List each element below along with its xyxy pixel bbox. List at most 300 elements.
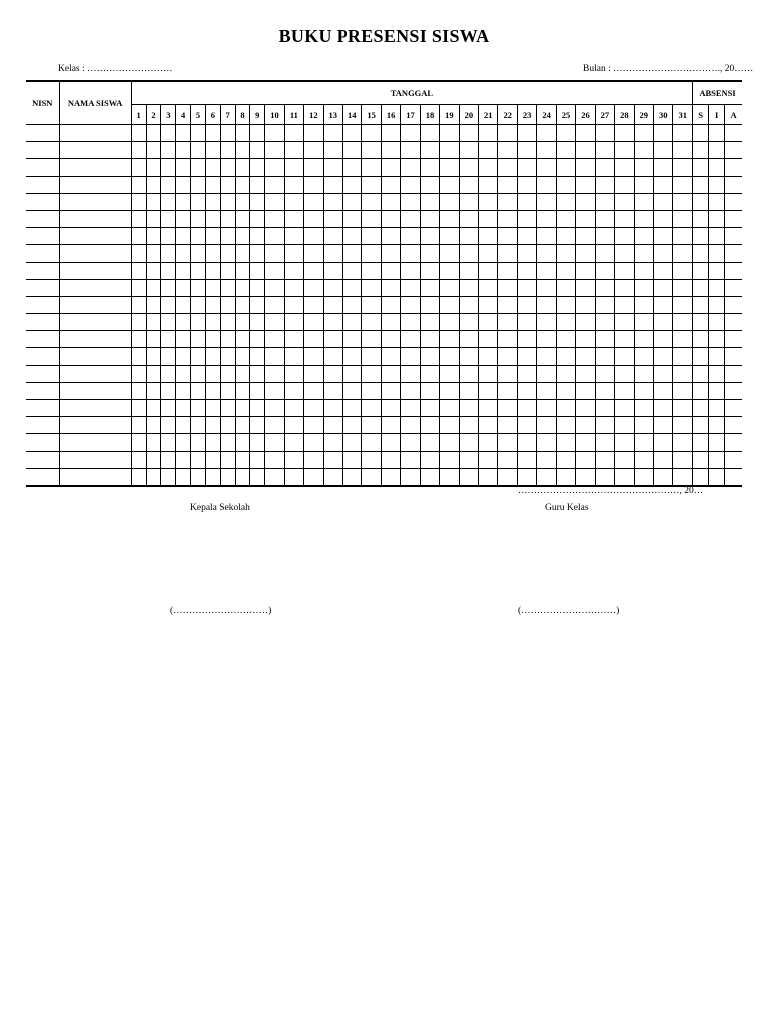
bulan-field: Bulan : ……………………………., 20…… (583, 64, 754, 74)
attendance-cell (191, 245, 206, 262)
table-row (26, 142, 742, 159)
attendance-cell (615, 400, 634, 417)
attendance-cell (479, 296, 498, 313)
attendance-cell (323, 159, 342, 176)
nisn-cell (26, 210, 59, 227)
attendance-cell (673, 314, 693, 331)
attendance-cell (191, 451, 206, 468)
attendance-cell (556, 451, 575, 468)
attendance-cell (146, 142, 161, 159)
attendance-cell (653, 159, 672, 176)
attendance-cell (693, 314, 709, 331)
attendance-cell (191, 125, 206, 142)
attendance-cell (176, 451, 191, 468)
attendance-cell (304, 417, 323, 434)
attendance-cell (615, 125, 634, 142)
attendance-cell (235, 210, 250, 227)
attendance-cell (284, 331, 303, 348)
attendance-cell (176, 125, 191, 142)
attendance-cell (362, 245, 381, 262)
attendance-cell (284, 245, 303, 262)
nisn-cell (26, 400, 59, 417)
attendance-cell (401, 331, 420, 348)
kepala-sekolah-label: Kepala Sekolah (190, 503, 250, 513)
attendance-cell (576, 125, 595, 142)
attendance-cell (556, 348, 575, 365)
attendance-cell (725, 365, 742, 382)
attendance-cell (556, 176, 575, 193)
attendance-cell (517, 382, 536, 399)
nisn-cell (26, 142, 59, 159)
attendance-cell (323, 348, 342, 365)
attendance-cell (615, 245, 634, 262)
attendance-cell (191, 314, 206, 331)
attendance-cell (556, 245, 575, 262)
attendance-cell (498, 451, 517, 468)
attendance-cell (595, 382, 614, 399)
attendance-cell (146, 314, 161, 331)
attendance-cell (265, 451, 284, 468)
date-header-21: 21 (479, 105, 498, 125)
table-row (26, 279, 742, 296)
attendance-cell (342, 417, 361, 434)
attendance-cell (235, 451, 250, 468)
attendance-cell (131, 468, 146, 486)
attendance-cell (517, 279, 536, 296)
attendance-cell (673, 331, 693, 348)
attendance-cell (576, 314, 595, 331)
attendance-cell (304, 125, 323, 142)
attendance-cell (176, 314, 191, 331)
attendance-cell (725, 262, 742, 279)
nama-siswa-header: NAMA SISWA (59, 81, 131, 125)
attendance-cell (440, 159, 459, 176)
attendance-cell (653, 176, 672, 193)
attendance-cell (634, 125, 653, 142)
attendance-cell (440, 210, 459, 227)
attendance-cell (284, 193, 303, 210)
attendance-cell (653, 228, 672, 245)
attendance-cell (725, 314, 742, 331)
nama-cell (59, 125, 131, 142)
nisn-cell (26, 434, 59, 451)
attendance-cell (265, 468, 284, 486)
attendance-cell (265, 365, 284, 382)
attendance-cell (693, 159, 709, 176)
attendance-body (26, 125, 742, 486)
attendance-cell (537, 228, 556, 245)
attendance-cell (342, 400, 361, 417)
attendance-cell (634, 314, 653, 331)
attendance-cell (440, 400, 459, 417)
attendance-cell (517, 159, 536, 176)
attendance-cell (709, 331, 725, 348)
attendance-cell (401, 348, 420, 365)
attendance-cell (401, 245, 420, 262)
attendance-cell (323, 125, 342, 142)
attendance-cell (420, 382, 439, 399)
attendance-cell (381, 176, 400, 193)
attendance-cell (498, 159, 517, 176)
attendance-cell (161, 365, 176, 382)
attendance-cell (401, 125, 420, 142)
attendance-cell (440, 314, 459, 331)
attendance-cell (595, 176, 614, 193)
attendance-cell (342, 434, 361, 451)
attendance-cell (146, 245, 161, 262)
attendance-cell (634, 210, 653, 227)
nisn-cell (26, 262, 59, 279)
date-header-27: 27 (595, 105, 614, 125)
attendance-cell (615, 210, 634, 227)
date-header-23: 23 (517, 105, 536, 125)
attendance-cell (479, 417, 498, 434)
table-row (26, 262, 742, 279)
attendance-cell (304, 262, 323, 279)
attendance-cell (323, 210, 342, 227)
attendance-cell (235, 125, 250, 142)
attendance-cell (517, 245, 536, 262)
attendance-cell (323, 262, 342, 279)
attendance-cell (653, 193, 672, 210)
nisn-cell (26, 382, 59, 399)
attendance-cell (576, 210, 595, 227)
attendance-cell (146, 468, 161, 486)
attendance-cell (235, 400, 250, 417)
attendance-cell (205, 279, 220, 296)
attendance-cell (362, 434, 381, 451)
attendance-cell (498, 210, 517, 227)
attendance-cell (176, 142, 191, 159)
guru-kelas-label: Guru Kelas (545, 503, 589, 513)
attendance-cell (235, 365, 250, 382)
attendance-cell (265, 331, 284, 348)
date-header-10: 10 (265, 105, 284, 125)
attendance-cell (161, 210, 176, 227)
attendance-cell (191, 348, 206, 365)
attendance-cell (235, 348, 250, 365)
attendance-cell (362, 348, 381, 365)
attendance-cell (146, 228, 161, 245)
place-date-line: ……………………………………………, 20… (518, 486, 704, 496)
attendance-cell (304, 210, 323, 227)
attendance-cell (576, 193, 595, 210)
attendance-cell (176, 434, 191, 451)
attendance-cell (693, 142, 709, 159)
attendance-cell (381, 348, 400, 365)
date-header-28: 28 (615, 105, 634, 125)
nama-cell (59, 159, 131, 176)
attendance-cell (576, 451, 595, 468)
attendance-cell (401, 193, 420, 210)
nama-cell (59, 142, 131, 159)
attendance-cell (191, 382, 206, 399)
attendance-cell (304, 382, 323, 399)
nisn-cell (26, 176, 59, 193)
attendance-cell (323, 279, 342, 296)
attendance-cell (146, 451, 161, 468)
attendance-cell (653, 125, 672, 142)
attendance-cell (265, 296, 284, 313)
attendance-cell (517, 142, 536, 159)
nama-cell (59, 279, 131, 296)
attendance-cell (653, 400, 672, 417)
attendance-cell (673, 228, 693, 245)
attendance-cell (673, 365, 693, 382)
attendance-cell (673, 279, 693, 296)
attendance-cell (362, 279, 381, 296)
attendance-cell (725, 451, 742, 468)
attendance-cell (709, 228, 725, 245)
attendance-cell (498, 228, 517, 245)
attendance-cell (725, 434, 742, 451)
attendance-cell (709, 468, 725, 486)
attendance-cell (634, 348, 653, 365)
attendance-cell (191, 468, 206, 486)
attendance-cell (304, 176, 323, 193)
nisn-cell (26, 296, 59, 313)
attendance-cell (498, 382, 517, 399)
nisn-cell (26, 468, 59, 486)
attendance-cell (479, 451, 498, 468)
nisn-cell (26, 279, 59, 296)
attendance-cell (131, 245, 146, 262)
attendance-cell (673, 245, 693, 262)
attendance-cell (459, 468, 478, 486)
attendance-cell (725, 142, 742, 159)
attendance-cell (265, 142, 284, 159)
attendance-cell (709, 314, 725, 331)
attendance-cell (615, 382, 634, 399)
absensi-header: ABSENSI (693, 81, 742, 105)
attendance-cell (146, 176, 161, 193)
attendance-cell (653, 210, 672, 227)
attendance-cell (498, 296, 517, 313)
attendance-cell (440, 228, 459, 245)
table-row (26, 193, 742, 210)
attendance-cell (420, 331, 439, 348)
attendance-cell (615, 417, 634, 434)
attendance-cell (304, 228, 323, 245)
attendance-cell (220, 142, 235, 159)
attendance-cell (693, 365, 709, 382)
attendance-cell (537, 382, 556, 399)
attendance-cell (725, 279, 742, 296)
attendance-cell (537, 314, 556, 331)
attendance-cell (250, 279, 265, 296)
attendance-cell (304, 193, 323, 210)
attendance-cell (653, 262, 672, 279)
nama-cell (59, 193, 131, 210)
attendance-cell (479, 159, 498, 176)
attendance-cell (693, 279, 709, 296)
attendance-cell (205, 228, 220, 245)
attendance-cell (595, 279, 614, 296)
attendance-cell (250, 434, 265, 451)
attendance-cell (191, 279, 206, 296)
attendance-cell (420, 228, 439, 245)
attendance-cell (146, 382, 161, 399)
kepala-signature-line: (…………………………) (170, 606, 272, 616)
attendance-cell (693, 468, 709, 486)
attendance-cell (176, 262, 191, 279)
attendance-cell (284, 210, 303, 227)
attendance-cell (176, 400, 191, 417)
attendance-cell (205, 382, 220, 399)
attendance-cell (401, 159, 420, 176)
attendance-cell (176, 228, 191, 245)
attendance-cell (146, 400, 161, 417)
attendance-cell (479, 210, 498, 227)
attendance-cell (693, 262, 709, 279)
attendance-cell (401, 434, 420, 451)
attendance-cell (709, 125, 725, 142)
attendance-cell (146, 296, 161, 313)
attendance-cell (653, 468, 672, 486)
attendance-cell (131, 434, 146, 451)
date-header-26: 26 (576, 105, 595, 125)
attendance-cell (634, 262, 653, 279)
attendance-cell (362, 228, 381, 245)
attendance-cell (576, 228, 595, 245)
attendance-cell (576, 382, 595, 399)
attendance-cell (653, 279, 672, 296)
attendance-cell (342, 348, 361, 365)
attendance-cell (576, 142, 595, 159)
attendance-cell (381, 125, 400, 142)
attendance-cell (634, 159, 653, 176)
attendance-cell (284, 314, 303, 331)
attendance-cell (420, 296, 439, 313)
attendance-cell (595, 125, 614, 142)
attendance-cell (517, 176, 536, 193)
attendance-cell (191, 210, 206, 227)
nisn-cell (26, 314, 59, 331)
attendance-cell (381, 142, 400, 159)
attendance-cell (250, 314, 265, 331)
attendance-cell (479, 176, 498, 193)
date-header-13: 13 (323, 105, 342, 125)
attendance-cell (653, 417, 672, 434)
attendance-cell (673, 468, 693, 486)
attendance-cell (191, 296, 206, 313)
attendance-cell (537, 451, 556, 468)
date-header-1: 1 (131, 105, 146, 125)
nama-cell (59, 417, 131, 434)
attendance-cell (517, 468, 536, 486)
date-header-8: 8 (235, 105, 250, 125)
date-header-18: 18 (420, 105, 439, 125)
attendance-cell (709, 382, 725, 399)
table-row (26, 382, 742, 399)
attendance-cell (191, 331, 206, 348)
attendance-cell (440, 193, 459, 210)
attendance-cell (420, 262, 439, 279)
attendance-cell (381, 228, 400, 245)
attendance-cell (131, 348, 146, 365)
attendance-cell (250, 331, 265, 348)
attendance-cell (440, 468, 459, 486)
attendance-cell (191, 193, 206, 210)
attendance-cell (250, 228, 265, 245)
attendance-cell (342, 331, 361, 348)
attendance-cell (709, 451, 725, 468)
date-header-11: 11 (284, 105, 303, 125)
attendance-cell (250, 159, 265, 176)
attendance-cell (191, 434, 206, 451)
attendance-cell (191, 142, 206, 159)
attendance-cell (131, 142, 146, 159)
attendance-cell (362, 193, 381, 210)
attendance-cell (498, 176, 517, 193)
attendance-cell (362, 400, 381, 417)
attendance-cell (304, 434, 323, 451)
attendance-cell (420, 400, 439, 417)
attendance-cell (220, 210, 235, 227)
attendance-cell (653, 348, 672, 365)
attendance-cell (235, 331, 250, 348)
attendance-cell (381, 331, 400, 348)
attendance-cell (250, 262, 265, 279)
attendance-cell (517, 451, 536, 468)
attendance-cell (693, 245, 709, 262)
attendance-cell (420, 417, 439, 434)
attendance-cell (615, 451, 634, 468)
attendance-cell (693, 400, 709, 417)
attendance-cell (342, 193, 361, 210)
table-row (26, 468, 742, 486)
attendance-cell (420, 365, 439, 382)
attendance-cell (537, 365, 556, 382)
attendance-cell (725, 228, 742, 245)
date-header-25: 25 (556, 105, 575, 125)
attendance-cell (440, 125, 459, 142)
attendance-cell (595, 468, 614, 486)
absensi-code-i: I (709, 105, 725, 125)
attendance-cell (250, 400, 265, 417)
attendance-cell (693, 176, 709, 193)
attendance-cell (342, 176, 361, 193)
date-header-12: 12 (304, 105, 323, 125)
attendance-cell (459, 331, 478, 348)
date-header-2: 2 (146, 105, 161, 125)
attendance-cell (284, 142, 303, 159)
nisn-cell (26, 365, 59, 382)
attendance-cell (615, 331, 634, 348)
nisn-cell (26, 451, 59, 468)
attendance-cell (250, 125, 265, 142)
attendance-cell (362, 210, 381, 227)
attendance-cell (304, 245, 323, 262)
attendance-cell (205, 417, 220, 434)
attendance-cell (342, 142, 361, 159)
attendance-cell (673, 159, 693, 176)
attendance-cell (556, 262, 575, 279)
attendance-cell (161, 451, 176, 468)
attendance-cell (362, 262, 381, 279)
attendance-cell (634, 365, 653, 382)
attendance-cell (693, 451, 709, 468)
attendance-cell (381, 262, 400, 279)
date-header-24: 24 (537, 105, 556, 125)
attendance-cell (235, 314, 250, 331)
attendance-cell (537, 245, 556, 262)
attendance-cell (459, 245, 478, 262)
attendance-cell (440, 365, 459, 382)
attendance-cell (440, 245, 459, 262)
attendance-cell (284, 279, 303, 296)
attendance-cell (235, 296, 250, 313)
